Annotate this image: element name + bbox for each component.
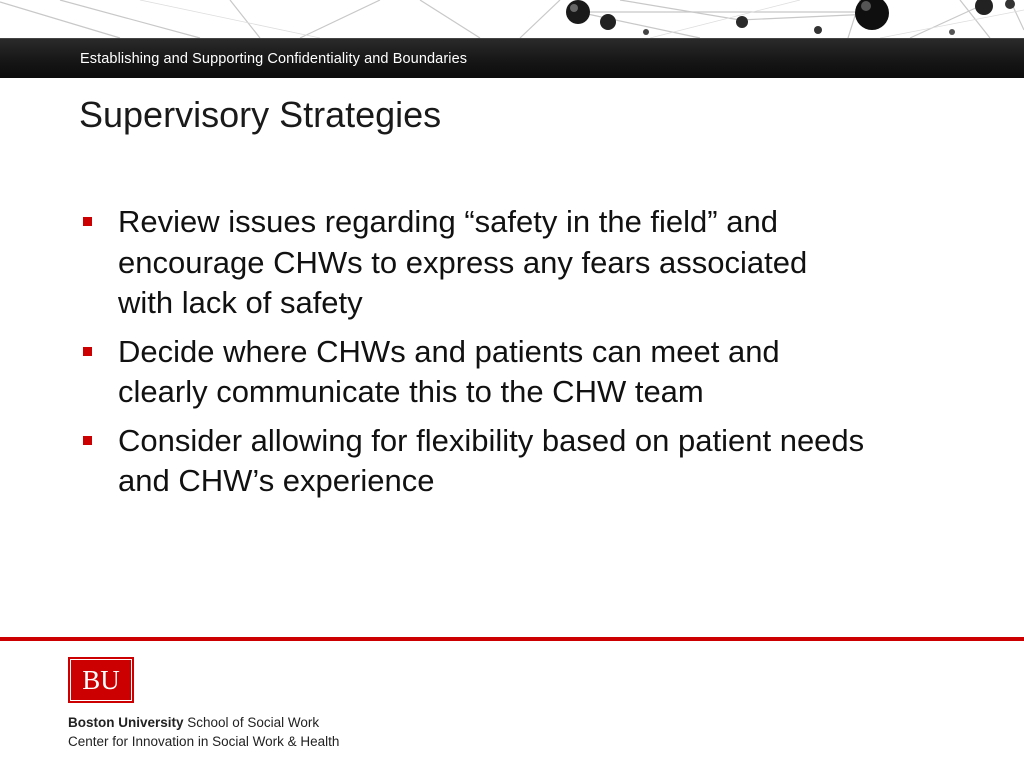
bullet-line: Decide where CHWs and patients can meet and xyxy=(118,333,780,369)
header-text: Establishing and Supporting Confidentiality and Boundaries xyxy=(80,51,468,67)
footer-university: Boston University xyxy=(68,715,184,730)
bullet-line: Consider allowing for flexibility based on patient needs xyxy=(118,422,865,458)
footer-org xyxy=(68,713,339,751)
square-bullet-icon xyxy=(83,217,92,226)
network-graphic xyxy=(0,0,1024,40)
bullet-item xyxy=(80,421,960,502)
slide-title: Supervisory Strategies xyxy=(79,94,442,135)
square-bullet-icon xyxy=(83,436,92,445)
bullet-line: with lack of safety xyxy=(118,285,363,320)
bu-logo-text: BU xyxy=(82,664,120,695)
bullet-item xyxy=(80,332,960,413)
bullet-line: encourage CHWs to express any fears associated xyxy=(118,244,808,280)
header-bar xyxy=(0,38,1024,78)
bullet-item xyxy=(80,202,960,324)
footer-divider xyxy=(0,637,1024,641)
square-bullet-icon xyxy=(83,347,92,356)
bullet-line: Review issues regarding “safety in the field” and xyxy=(118,204,778,239)
bullet-line: clearly communicate this to the CHW team xyxy=(118,374,704,409)
footer-school: School of Social Work xyxy=(183,715,320,730)
bullet-list xyxy=(80,202,960,510)
bullet-line: and CHW’s experience xyxy=(118,463,435,498)
footer-center: Center for Innovation in Social Work & Health xyxy=(68,734,340,749)
footer-org-line xyxy=(68,713,339,732)
bu-logo xyxy=(68,657,134,703)
